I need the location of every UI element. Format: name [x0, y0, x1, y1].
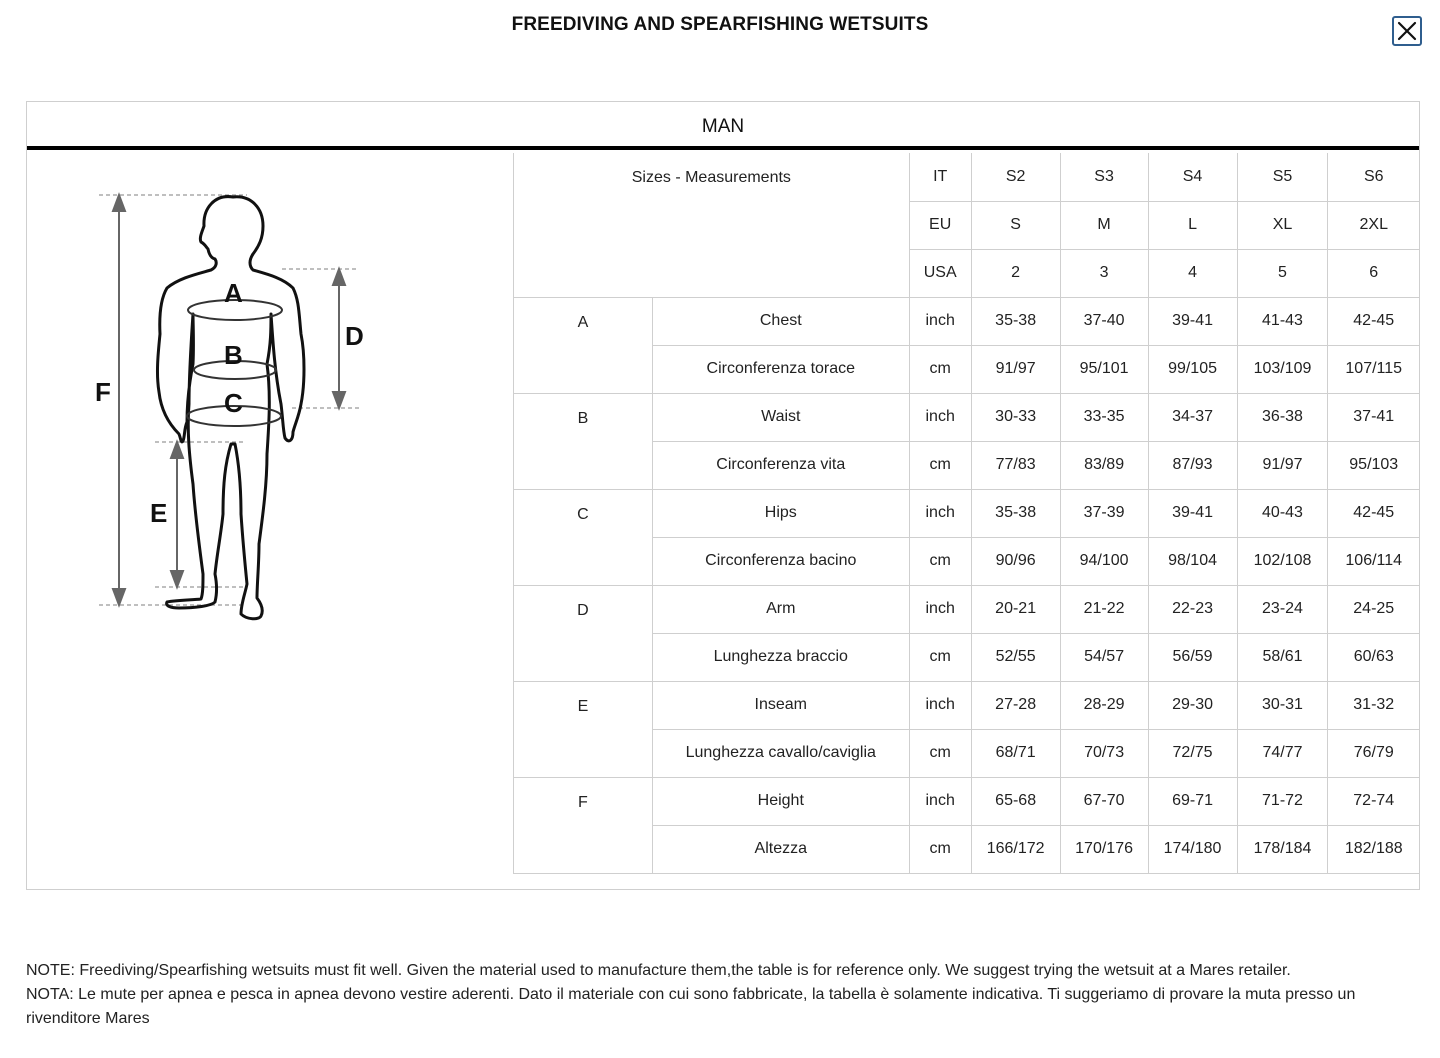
measurement-value: 90/96: [971, 537, 1060, 585]
table-row: [514, 393, 1420, 441]
gender-heading: MAN: [27, 102, 1419, 150]
size-cell: S4: [1148, 153, 1237, 201]
measurement-unit: inch: [909, 681, 971, 729]
measurement-value: 178/184: [1237, 825, 1328, 873]
measurement-value: 87/93: [1148, 441, 1237, 489]
size-cell: M: [1060, 201, 1148, 249]
measurement-value: 67-70: [1060, 777, 1148, 825]
measurement-value: 35-38: [971, 297, 1060, 345]
measurement-value: 91/97: [971, 345, 1060, 393]
measurement-value: 99/105: [1148, 345, 1237, 393]
size-chart-panel: [26, 101, 1420, 890]
measurement-name: Inseam: [652, 681, 909, 729]
measurement-value: 107/115: [1328, 345, 1419, 393]
figure-label-e: E: [150, 498, 168, 528]
measurement-name: Hips: [652, 489, 909, 537]
notes: [26, 959, 1420, 1031]
figure-label-d: D: [345, 321, 364, 351]
measurement-value: 72-74: [1328, 777, 1419, 825]
measurement-unit: inch: [909, 297, 971, 345]
measurement-value: 98/104: [1148, 537, 1237, 585]
figure-label-a: A: [224, 278, 243, 308]
measurement-name: Altezza: [652, 825, 909, 873]
size-cell: 3: [1060, 249, 1148, 297]
figure-label-c: C: [224, 388, 243, 418]
measurement-value: 91/97: [1237, 441, 1328, 489]
size-system-label: IT: [909, 153, 971, 201]
size-system-label: EU: [909, 201, 971, 249]
figure-label-f: F: [95, 377, 111, 407]
size-cell: S3: [1060, 153, 1148, 201]
measurement-unit: cm: [909, 729, 971, 777]
measurement-value: 42-45: [1328, 297, 1419, 345]
body-measurement-figure: [27, 154, 514, 889]
size-cell: 5: [1237, 249, 1328, 297]
measurement-unit: inch: [909, 777, 971, 825]
measurement-value: 52/55: [971, 633, 1060, 681]
size-cell: 4: [1148, 249, 1237, 297]
table-row: [514, 489, 1420, 537]
measurement-value: 94/100: [1060, 537, 1148, 585]
measurement-value: 95/103: [1328, 441, 1419, 489]
table-row: [514, 681, 1420, 729]
measurement-value: 83/89: [1060, 441, 1148, 489]
measurement-letter: D: [514, 585, 653, 681]
measurement-value: 22-23: [1148, 585, 1237, 633]
measurement-value: 30-31: [1237, 681, 1328, 729]
note-english: NOTE: Freediving/Spearfishing wetsuits must fit well. Given the material used to manufacture them,the table is for reference only. We suggest trying the wetsuit at a Mares retailer.: [26, 962, 1291, 979]
measurement-value: 174/180: [1148, 825, 1237, 873]
measurement-value: 69-71: [1148, 777, 1237, 825]
size-system-label: USA: [909, 249, 971, 297]
measurement-value: 102/108: [1237, 537, 1328, 585]
measurement-letter: B: [514, 393, 653, 489]
measurement-name: Circonferenza bacino: [652, 537, 909, 585]
note-italian: NOTA: Le mute per apnea e pesca in apnea devono vestire aderenti. Dato il materiale con cui sono fabbricate, la tabella è solamente indicativa. Ti suggeriamo di provare la muta presso un rivenditore Mares: [26, 986, 1356, 1027]
measurement-value: 166/172: [971, 825, 1060, 873]
measurement-value: 31-32: [1328, 681, 1419, 729]
measurement-value: 170/176: [1060, 825, 1148, 873]
measurement-value: 35-38: [971, 489, 1060, 537]
measurement-value: 103/109: [1237, 345, 1328, 393]
table-row: [514, 777, 1420, 825]
measurement-value: 28-29: [1060, 681, 1148, 729]
measurement-unit: inch: [909, 585, 971, 633]
close-icon: [1396, 20, 1418, 42]
size-cell: S: [971, 201, 1060, 249]
measurement-name: Waist: [652, 393, 909, 441]
measurement-unit: inch: [909, 489, 971, 537]
measurement-value: 21-22: [1060, 585, 1148, 633]
measurement-value: 182/188: [1328, 825, 1419, 873]
size-cell: L: [1148, 201, 1237, 249]
measurement-value: 58/61: [1237, 633, 1328, 681]
measurement-value: 68/71: [971, 729, 1060, 777]
measurement-value: 95/101: [1060, 345, 1148, 393]
measurement-unit: cm: [909, 345, 971, 393]
size-cell: 2: [971, 249, 1060, 297]
size-table: [513, 153, 1419, 874]
measurement-unit: cm: [909, 441, 971, 489]
measurement-value: 33-35: [1060, 393, 1148, 441]
measurement-value: 30-33: [971, 393, 1060, 441]
size-cell: S5: [1237, 153, 1328, 201]
measurement-letter: C: [514, 489, 653, 585]
measurement-letter: F: [514, 777, 653, 873]
measurement-name: Circonferenza vita: [652, 441, 909, 489]
measurement-value: 37-40: [1060, 297, 1148, 345]
measurement-unit: inch: [909, 393, 971, 441]
measurement-value: 42-45: [1328, 489, 1419, 537]
measurement-value: 23-24: [1237, 585, 1328, 633]
measurement-value: 37-39: [1060, 489, 1148, 537]
measurement-value: 70/73: [1060, 729, 1148, 777]
measurement-value: 39-41: [1148, 489, 1237, 537]
measurement-name: Arm: [652, 585, 909, 633]
measurement-value: 36-38: [1237, 393, 1328, 441]
size-cell: S2: [971, 153, 1060, 201]
measurement-value: 60/63: [1328, 633, 1419, 681]
measurement-unit: cm: [909, 633, 971, 681]
size-cell: 6: [1328, 249, 1419, 297]
measurement-value: 39-41: [1148, 297, 1237, 345]
table-row: [514, 297, 1420, 345]
measurement-value: 74/77: [1237, 729, 1328, 777]
measurement-letter: A: [514, 297, 653, 393]
measurement-name: Chest: [652, 297, 909, 345]
close-button[interactable]: [1392, 16, 1422, 46]
measurement-name: Lunghezza braccio: [652, 633, 909, 681]
figure-label-b: B: [224, 340, 243, 370]
size-cell: 2XL: [1328, 201, 1419, 249]
measurement-unit: cm: [909, 537, 971, 585]
measurement-value: 29-30: [1148, 681, 1237, 729]
measurement-value: 65-68: [971, 777, 1060, 825]
measurement-value: 71-72: [1237, 777, 1328, 825]
measurement-name: Height: [652, 777, 909, 825]
measurement-value: 27-28: [971, 681, 1060, 729]
measurement-name: Circonferenza torace: [652, 345, 909, 393]
measurement-name: Lunghezza cavallo/caviglia: [652, 729, 909, 777]
table-row: [514, 585, 1420, 633]
measurement-value: 41-43: [1237, 297, 1328, 345]
measurement-value: 54/57: [1060, 633, 1148, 681]
measurement-unit: cm: [909, 825, 971, 873]
measurement-value: 72/75: [1148, 729, 1237, 777]
measurement-letter: E: [514, 681, 653, 777]
measurement-value: 76/79: [1328, 729, 1419, 777]
measurement-value: 34-37: [1148, 393, 1237, 441]
size-cell: S6: [1328, 153, 1419, 201]
measurement-value: 40-43: [1237, 489, 1328, 537]
measurement-value: 106/114: [1328, 537, 1419, 585]
page-title: FREEDIVING AND SPEARFISHING WETSUITS: [511, 14, 929, 35]
measurement-value: 56/59: [1148, 633, 1237, 681]
sizes-measurements-header: Sizes - Measurements: [514, 153, 910, 297]
measurement-value: 24-25: [1328, 585, 1419, 633]
measurement-value: 37-41: [1328, 393, 1419, 441]
body-outline-diagram: [27, 154, 514, 889]
size-system-row: [514, 153, 1420, 201]
measurement-value: 20-21: [971, 585, 1060, 633]
measurement-value: 77/83: [971, 441, 1060, 489]
size-cell: XL: [1237, 201, 1328, 249]
